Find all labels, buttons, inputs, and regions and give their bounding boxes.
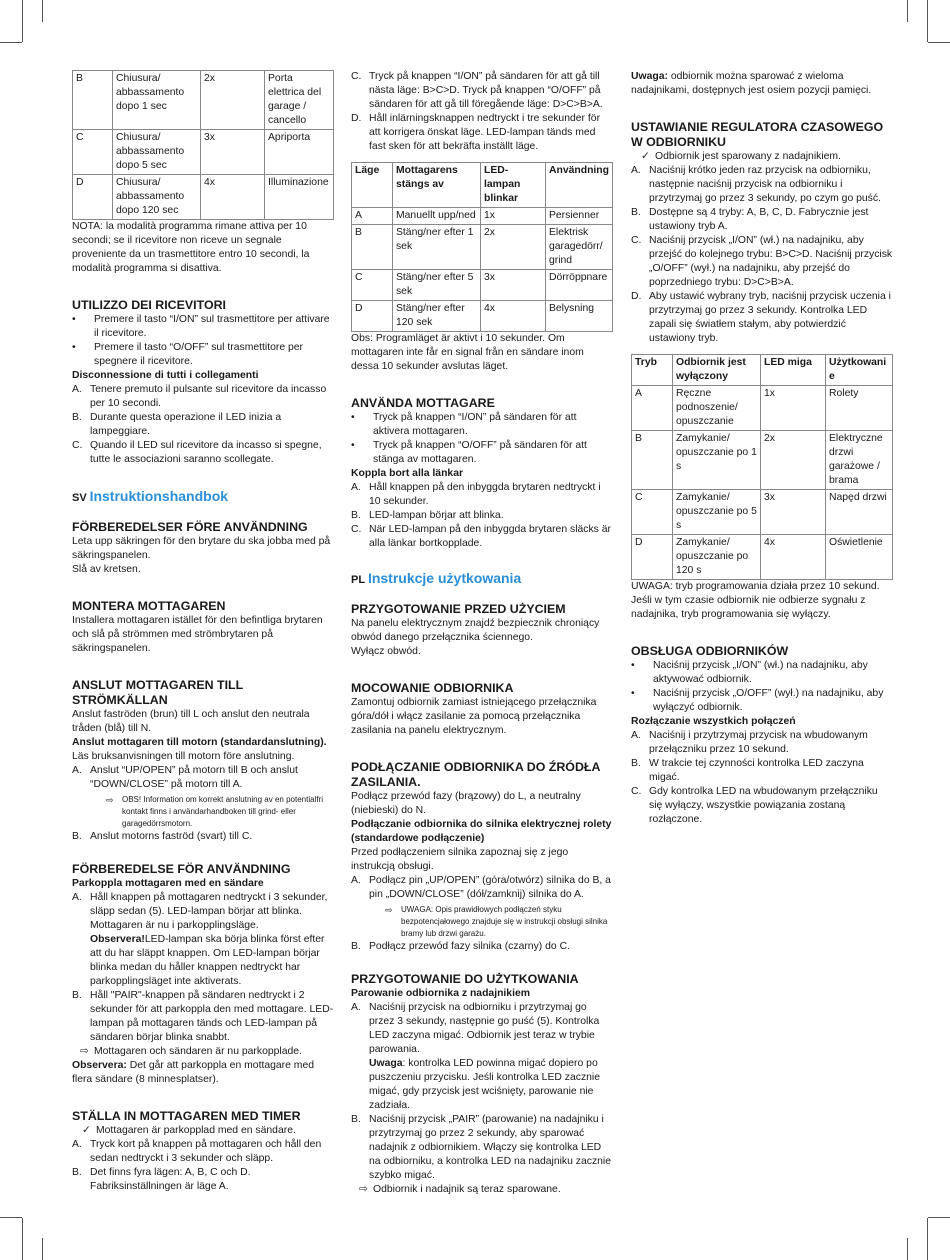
list-text: Naciśnij krótko jeden raz przycisk na odbiorniku, następnie naciśnij przycisk na odbiorniku i przytrzymaj go przez 3 sekundy, po czym go puść.	[649, 165, 881, 204]
table-cell: 4x	[201, 175, 265, 220]
list-text: Aby ustawić wybrany tryb, naciśnij przycisk uczenia i przytrzymaj go przez 3 sekundy. Kontrolka LED zapali się światłem stałym, aby potwierdzić ustawiony tryb.	[649, 291, 891, 344]
table-cell: 3x	[201, 130, 265, 175]
bullet: •	[631, 660, 635, 671]
table-row	[632, 431, 893, 490]
crop-mark	[22, 1218, 23, 1260]
list-marker: A.	[631, 165, 641, 176]
note-paragraph: NOTA: la modalità programma rimane attiva per 10 secondi; se il ricevitore non riceve un segnale proveniente da un trasmettitore entro 10 secondi, la modalità programma si disattiva.	[72, 221, 310, 274]
table-cell: Stäng/ner efter 1 sek	[392, 225, 480, 270]
list-marker: B.	[351, 510, 361, 521]
list-item	[631, 164, 893, 206]
list-text: Tenere premuto il pulsante sul ricevitore da incasso per 10 secondi.	[90, 384, 327, 409]
list-marker: D.	[631, 291, 642, 302]
list-text: Naciśnij przycisk „I/ON” (wł.) na nadajniku, aby aktywować odbiornik.	[653, 660, 868, 685]
list-text: : kontrolka LED powinna migać dopiero po puszczeniu przycisku. Jeśli kontrolka LED zacznie migać, gdy przycisk jest wciśnięty, parowanie nie zadziała.	[369, 1058, 600, 1111]
list-marker: B.	[72, 990, 82, 1001]
list-text: Dostępne są 4 tryby: A, B, C, D. Fabrycznie jest ustawiony tryb A.	[649, 207, 869, 232]
crop-mark	[42, 0, 43, 22]
list-text: Håll "PAIR"-knappen på sändaren nedtryckt i 2 sekunder för att parkoppla den med mottagare. LED-lampan på mottagaren tänds och LED-lampan på sändaren börjar blinka snabbt.	[90, 990, 334, 1043]
list-text: Håll inlärningsknappen nedtryckt i tre sekunder för att korrigera önskat läge. LED-lampan tänds med fast sken för att bekräfta inställt läge.	[369, 113, 601, 152]
subheading: Koppla bort alla länkar	[351, 468, 464, 479]
list-text: Premere il tasto “I/ON” sul trasmettitore per attivare il ricevitore.	[94, 314, 330, 339]
list-item	[351, 70, 613, 112]
list-marker: C.	[631, 786, 642, 797]
list-item	[72, 764, 334, 792]
paragraph: Leta upp säkringen för den brytare du ska jobba med på säkringspanelen.	[72, 536, 331, 561]
section-heading: ANVÄNDA MOTTAGARE	[351, 396, 495, 410]
table-cell: D	[73, 175, 113, 220]
list-marker: B.	[631, 207, 641, 218]
list-marker: C.	[72, 440, 83, 451]
table-cell: 2x	[761, 431, 826, 490]
column-header: LED miga	[761, 355, 826, 386]
paragraph: Podłącz przewód fazy (brązowy) do L, a neutralny (niebieski) do N.	[351, 791, 581, 816]
table-cell: 3x	[761, 490, 826, 535]
list-marker: A.	[351, 482, 361, 493]
note-item	[72, 794, 334, 830]
note-item	[351, 904, 613, 940]
checkmark-icon: ✓	[641, 151, 650, 162]
table-cell: Apriporta	[265, 130, 334, 175]
list-text: Naciśnij przycisk na odbiorniku i przytrzymaj go przez 3 sekundy, następnie go puść (5). Kontrolka LED zaczyna migać. Odbiornik jest teraz w trybie parowania.	[369, 1002, 600, 1055]
table-cell: Chiusura/ abbassamento dopo 120 sec	[113, 175, 201, 220]
list-marker: B.	[631, 758, 641, 769]
list-marker: A.	[72, 1139, 82, 1150]
list-item	[72, 891, 334, 989]
table-row	[632, 490, 893, 535]
list-text: LED-lampan ska börja blinka först efter att du har släppt knappen. Om LED-lampan börjar blinka medan du håller knappen nedtryckt har parkopplingsläget inte aktiverats.	[90, 934, 325, 987]
column-header: Användning	[545, 163, 612, 208]
list-marker: A.	[72, 384, 82, 395]
list-item	[351, 481, 613, 509]
crop-mark	[42, 1238, 43, 1260]
paragraph	[631, 70, 893, 98]
list-text: Naciśnij przycisk „O/OFF” (wył.) na nadajniku, aby wyłączyć odbiornik.	[653, 688, 884, 713]
list-item	[72, 411, 334, 439]
table-cell: Elektryczne drzwi garażowe / brama	[826, 431, 893, 490]
list-item	[631, 729, 893, 757]
list-item	[631, 687, 893, 715]
table-cell: Zamykanie/ opuszczanie po 1 s	[673, 431, 761, 490]
section-heading: MOCOWANIE ODBIORNIKA	[351, 681, 514, 695]
list-text: Naciśnij i przytrzymaj przycisk na wbudowanym przełączniku przez 10 sekund.	[649, 730, 868, 755]
table-row	[352, 270, 613, 301]
list-item	[631, 206, 893, 234]
list-marker: B.	[72, 412, 82, 423]
subheading: Rozłączanie wszystkich połączeń	[631, 716, 796, 727]
arrow-icon: ⇨	[106, 795, 114, 805]
list-item	[351, 1113, 613, 1183]
list-item	[631, 757, 893, 785]
table-cell: 4x	[480, 301, 545, 332]
list-text: Tryck på knappen “I/ON” på sändaren för att aktivera mottagaren.	[373, 412, 577, 437]
list-text: Det finns fyra lägen: A, B, C och D. Fabriksinställningen är läge A.	[90, 1167, 251, 1192]
column-header: Mottagarens stängs av	[392, 163, 480, 208]
table-cell: Rolety	[826, 386, 893, 431]
table-cell: Manuellt upp/ned	[392, 208, 480, 225]
list-text: Naciśnij przycisk „PAIR” (parowanie) na nadajniku i przytrzymaj go przez 2 sekundy, aby sparować nadajnik z odbiornikiem. Włączy się kontrolka LED na odbiorniku, a kontrolka LED na nadajniku zacznie szybko migać.	[369, 1114, 612, 1181]
list-item	[72, 383, 334, 411]
table-cell: 3x	[480, 270, 545, 301]
section-heading: UTILIZZO DEI RICEVITORI	[72, 298, 226, 312]
table-row	[352, 208, 613, 225]
column-1	[72, 70, 334, 1194]
list-item	[351, 509, 613, 523]
table-cell: Napęd drzwi	[826, 490, 893, 535]
subheading: Disconnessione di tutti i collegamenti	[72, 370, 259, 381]
paragraph: Na panelu elektrycznym znajdź bezpiecznik chroniący obwód danego przełącznika ściennego.	[351, 618, 600, 643]
column-2	[351, 70, 613, 1197]
table-cell: 2x	[201, 71, 265, 130]
list-item	[72, 1166, 334, 1194]
list-item	[351, 523, 613, 551]
table-cell: Elektrisk garagedörr/ grind	[545, 225, 612, 270]
list-text: Tryck kort på knappen på mottagaren och håll den sedan nedtryckt i 3 sekunder och släpp.	[90, 1139, 322, 1164]
list-marker: C.	[351, 71, 362, 82]
paragraph: Slå av kretsen.	[72, 564, 141, 575]
section-heading: STÄLLA IN MOTTAGAREN MED TIMER	[72, 1109, 301, 1123]
list-text: Anslut motorns faströd (svart) till C.	[90, 831, 253, 842]
list-item	[72, 439, 334, 467]
bullet: •	[351, 412, 355, 423]
table-cell: D	[352, 301, 393, 332]
paragraph: Przed podłączeniem silnika zapoznaj się z jego instrukcją obsługi.	[351, 847, 569, 872]
table-cell: B	[352, 225, 393, 270]
list-text: Tryck på knappen “O/OFF” på sändaren för att stänga av mottagaren.	[373, 440, 587, 465]
table-cell: B	[73, 71, 113, 130]
mode-table-it	[72, 70, 334, 220]
table-cell: C	[73, 130, 113, 175]
table-row	[632, 386, 893, 431]
crop-mark	[928, 42, 950, 43]
crop-mark	[0, 42, 22, 43]
crop-mark	[22, 0, 23, 42]
crop-mark	[907, 0, 908, 22]
section-heading: USTAWIANIE REGULATORA CZASOWEGO W ODBIORNIKU	[631, 120, 884, 149]
list-text: Naciśnij przycisk „I/ON” (wł.) na nadajniku, aby przejść do kolejnego trybu: B>C>D. Naciśnij przycisk „O/OFF” (wył.) na nadajniku, aby przejść do poprzedniego trybu: D>C>B>A.	[649, 235, 893, 288]
table-cell: Illuminazione	[265, 175, 334, 220]
language-heading-pl	[351, 571, 613, 588]
table-cell: 1x	[480, 208, 545, 225]
list-item	[72, 989, 334, 1045]
list-item	[72, 341, 334, 369]
note-paragraph: Obs: Programläget är aktivt i 10 sekunder. Om mottagaren inte får en signal från en sändare inom dessa 10 sekunder avslutas läget.	[351, 333, 584, 372]
language-title: Instruktionshandbok	[89, 488, 229, 504]
paragraph	[72, 1059, 334, 1087]
list-marker: A.	[72, 765, 82, 776]
bullet: •	[631, 688, 635, 699]
crop-mark	[928, 1217, 950, 1218]
table-row	[73, 175, 334, 220]
list-text: Håll knappen på den inbyggda brytaren nedtryckt i 10 sekunder.	[369, 482, 601, 507]
table-cell: Chiusura/ abbassamento dopo 1 sec	[113, 71, 201, 130]
table-cell: Porta elettrica del garage / cancello	[265, 71, 334, 130]
list-item	[72, 1045, 334, 1059]
list-text: Podłącz pin „UP/OPEN” (góra/otwórz) silnika do B, a pin „DOWN/CLOSE” (dół/zamknij) silnika do A.	[369, 875, 611, 900]
mode-table-sv	[351, 162, 613, 332]
column-header: LED-lampan blinkar	[480, 163, 545, 208]
table-cell: Zamykanie/ opuszczanie po 5 s	[673, 490, 761, 535]
section-heading: FÖRBEREDELSE FÖR ANVÄNDNING	[72, 862, 291, 876]
list-marker: B.	[72, 831, 82, 842]
text: Det går att parkoppla en mottagare med flera sändare (8 minnesplatser).	[72, 1060, 315, 1085]
language-code: SV	[72, 492, 87, 504]
table-cell: D	[632, 535, 673, 580]
note-text: UWAGA: Opis prawidłowych podłączeń styku bezpotencjałowego znajduje się w instrukcji obsługi silnika bramy lub drzwi garażu.	[401, 905, 608, 938]
list-text: Håll knappen på mottagaren nedtryckt i 3 sekunder, släpp sedan (5). LED-lampan börjar att blinka. Mottagaren är nu i parkopplingsläge.	[90, 892, 328, 931]
checkmark-icon: ✓	[82, 1125, 91, 1136]
table-row	[352, 301, 613, 332]
list-marker: A.	[72, 892, 82, 903]
list-marker: D.	[351, 113, 362, 124]
table-cell: Oświetlenie	[826, 535, 893, 580]
column-header: Tryb	[632, 355, 673, 386]
list-item	[72, 1138, 334, 1166]
list-text: W trakcie tej czynności kontrolka LED zaczyna migać.	[649, 758, 864, 783]
note-paragraph: UWAGA: tryb programowania działa przez 10 sekund. Jeśli w tym czasie odbiornik nie odbierze sygnału z nadajnika, tryb programowania się wyłączy.	[631, 581, 880, 620]
emphasis: Uwaga	[369, 1058, 403, 1069]
table-cell: Ręczne podnoszenie/ opuszczanie	[673, 386, 761, 431]
table-cell: C	[632, 490, 673, 535]
list-marker: A.	[351, 1002, 361, 1013]
section-heading: PRZYGOTOWANIE PRZED UŻYCIEM	[351, 602, 566, 616]
arrow-icon: ⇨	[80, 1046, 89, 1057]
list-item	[631, 150, 893, 164]
list-text: Mottagaren och sändaren är nu parkopplade.	[94, 1046, 302, 1057]
section-heading: ANSLUT MOTTAGAREN TILL STRÖMKÄLLAN	[72, 678, 243, 707]
crop-mark	[0, 1217, 22, 1218]
list-item	[351, 411, 613, 439]
subheading: Podłączanie odbiornika do silnika elektrycznej rolety (standardowe podłączenie)	[351, 819, 612, 844]
list-marker: B.	[351, 941, 361, 952]
table-cell: Zamykanie/ opuszczanie po 120 s	[673, 535, 761, 580]
list-item	[631, 785, 893, 827]
list-text: Odbiornik jest sparowany z nadajnikiem.	[655, 151, 841, 162]
list-marker: A.	[631, 730, 641, 741]
note-text: OBS! Information om korrekt anslutning av en potentialfri kontakt finns i användarhandboken till grind- eller garagedörrsmotorn.	[122, 795, 323, 828]
emphasis: Observera!	[90, 934, 145, 945]
list-marker: B.	[72, 1167, 82, 1178]
arrow-icon: ⇨	[385, 905, 393, 915]
table-row	[73, 71, 334, 130]
list-item	[72, 313, 334, 341]
paragraph: Anslut faströden (brun) till L och anslut den neutrala tråden (blå) till N.	[72, 709, 310, 734]
bullet: •	[72, 342, 76, 353]
bullet: •	[72, 314, 76, 325]
table-cell: A	[352, 208, 393, 225]
column-3	[631, 70, 893, 827]
list-item	[351, 1183, 613, 1197]
section-heading: PODŁĄCZANIE ODBIORNIKA DO ŹRÓDŁA ZASILANIA.	[351, 760, 600, 789]
emphasis: Uwaga:	[631, 71, 668, 82]
list-text: Durante questa operazione il LED inizia a lampeggiare.	[90, 412, 282, 437]
list-item	[351, 439, 613, 467]
paragraph: Wyłącz obwód.	[351, 646, 421, 657]
language-code: PL	[351, 574, 366, 586]
language-heading-sv	[72, 489, 334, 506]
subheading: Anslut mottagaren till motorn (standardanslutning).	[72, 737, 327, 748]
table-cell: Stäng/ner efter 120 sek	[392, 301, 480, 332]
table-header-row	[632, 355, 893, 386]
table-cell: Stäng/ner efter 5 sek	[392, 270, 480, 301]
paragraph: Zamontuj odbiornik zamiast istniejącego przełącznika góra/dół i włącz zasilanie za pomocą przełącznika zasilania na panelu elektrycznym.	[351, 697, 597, 736]
table-cell: C	[352, 270, 393, 301]
table-cell: B	[632, 431, 673, 490]
list-item	[72, 1124, 334, 1138]
list-text: När LED-lampan på den inbyggda brytaren släcks är alla länkar bortkopplade.	[369, 524, 611, 549]
paragraph: Installera mottagaren istället för den befintliga brytaren och slå på strömmen med strömbrytaren på säkringspanelen.	[72, 615, 323, 654]
section-heading: PRZYGOTOWANIE DO UŻYTKOWANIA	[351, 972, 579, 986]
mode-table-pl	[631, 354, 893, 580]
table-cell: 2x	[480, 225, 545, 270]
table-cell: Persienner	[545, 208, 612, 225]
subheading: Parkoppla mottagaren med en sändare	[72, 878, 264, 889]
list-text: Podłącz przewód fazy silnika (czarny) do C.	[369, 941, 570, 952]
list-item	[72, 830, 334, 844]
table-cell: Belysning	[545, 301, 612, 332]
table-row	[73, 130, 334, 175]
list-item	[631, 290, 893, 346]
section-heading: MONTERA MOTTAGAREN	[72, 599, 226, 613]
list-marker: A.	[351, 875, 361, 886]
list-text: Odbiornik i nadajnik są teraz sparowane.	[373, 1184, 561, 1195]
list-text: Quando il LED sul ricevitore da incasso si spegne, tutte le associazioni saranno scollegate.	[90, 440, 322, 465]
list-text: Gdy kontrolka LED na wbudowanym przełączniku się wyłączy, wszystkie powiązania zostaną rozłączone.	[649, 786, 878, 825]
list-item	[351, 1001, 613, 1113]
section-heading: OBSŁUGA ODBIORNIKÓW	[631, 644, 789, 658]
table-cell: Dörröppnare	[545, 270, 612, 301]
list-text: Mottagaren är parkopplad med en sändare.	[96, 1125, 296, 1136]
table-cell: A	[632, 386, 673, 431]
list-item	[351, 874, 613, 902]
table-cell: 1x	[761, 386, 826, 431]
list-marker: C.	[631, 235, 642, 246]
text: odbiornik można sparować z wieloma nadajnikami, dostępnych jest osiem pozycji pamięci.	[631, 71, 872, 96]
subheading: Parowanie odbiornika z nadajnikiem	[351, 988, 530, 999]
table-row	[352, 225, 613, 270]
crop-mark	[907, 1238, 908, 1260]
crop-mark	[927, 1218, 928, 1260]
list-text: Tryck på knappen “I/ON” på sändaren för att gå till nästa läge: B>C>D. Tryck på knappen “O/OFF” på sändaren för att gå till föregående läge: D>C>B>A.	[369, 71, 603, 110]
list-text: Anslut “UP/OPEN” på motorn till B och anslut “DOWN/CLOSE” på motorn till A.	[90, 765, 298, 790]
bullet: •	[351, 440, 355, 451]
column-header: Użytkowani e	[826, 355, 893, 386]
column-header: Odbiornik jest wyłączony	[673, 355, 761, 386]
list-marker: C.	[351, 524, 362, 535]
section-heading: FÖRBEREDELSER FÖRE ANVÄNDNING	[72, 520, 308, 534]
list-marker: B.	[351, 1114, 361, 1125]
arrow-icon: ⇨	[359, 1184, 368, 1195]
table-cell: 4x	[761, 535, 826, 580]
list-item	[351, 940, 613, 954]
list-item	[631, 234, 893, 290]
list-text: Premere il tasto “O/OFF” sul trasmettitore per spegnere il ricevitore.	[94, 342, 304, 367]
table-cell: Chiusura/ abbassamento dopo 5 sec	[113, 130, 201, 175]
table-header-row	[352, 163, 613, 208]
list-item	[631, 659, 893, 687]
column-header: Läge	[352, 163, 393, 208]
table-row	[632, 535, 893, 580]
emphasis: Observera:	[72, 1060, 127, 1071]
crop-mark	[927, 0, 928, 42]
list-item	[351, 112, 613, 154]
language-title: Instrukcje użytkowania	[367, 570, 522, 586]
paragraph: Läs bruksanvisningen till motorn före anslutning.	[72, 751, 295, 762]
list-text: LED-lampan börjar att blinka.	[369, 510, 504, 521]
